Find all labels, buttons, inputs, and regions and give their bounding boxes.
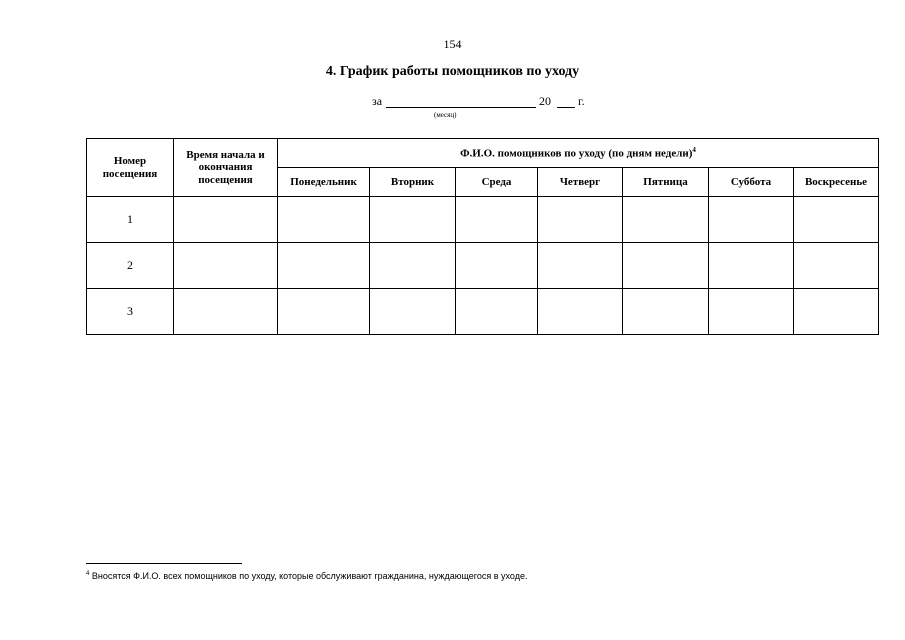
footnote-ref: 4 [692,145,696,154]
table-row [87,197,879,243]
day-cell [370,243,456,289]
header-visit-number: Номер посещения [87,139,174,197]
day-cell [709,197,794,243]
header-day: Пятница [623,168,709,197]
time-cell [174,289,278,335]
header-helpers-text: Ф.И.О. помощников по уходу (по дням недели) [460,147,693,160]
day-cell [623,197,709,243]
row-number: 2 [87,243,174,289]
day-cell [623,243,709,289]
day-cell [456,243,538,289]
day-cell [370,197,456,243]
day-cell [456,289,538,335]
day-cell [623,289,709,335]
header-day: Среда [456,168,538,197]
footnote [86,571,527,581]
time-cell [174,243,278,289]
month-blank [386,107,536,108]
header-day: Воскресенье [794,168,879,197]
page-number: 154 [443,37,462,51]
table-row [87,289,879,335]
table-row [87,243,879,289]
day-cell [538,289,623,335]
day-cell [709,243,794,289]
year-prefix: 20 [539,94,551,108]
page-title: 4. График работы помощников по уходу [325,64,580,79]
day-cell [709,289,794,335]
day-cell [456,197,538,243]
day-cell [278,197,370,243]
day-cell [278,243,370,289]
day-cell [794,243,879,289]
header-day: Четверг [538,168,623,197]
time-cell [174,197,278,243]
day-cell [794,289,879,335]
row-number: 3 [87,289,174,335]
day-cell [370,289,456,335]
year-suffix: г. [578,94,585,108]
header-helpers [278,139,879,168]
footnote-text: Вносятся Ф.И.О. всех помощников по уходу, которые обслуживают гражданина, нуждающегося в уходе. [91,571,528,581]
helpers-schedule-table [86,138,879,335]
header-day: Вторник [370,168,456,197]
header-day: Понедельник [278,168,370,197]
day-cell [278,289,370,335]
footnote-marker: 4 [86,571,90,577]
period-line [372,94,602,124]
day-cell [538,243,623,289]
row-number: 1 [87,197,174,243]
period-prefix: за [372,94,383,108]
day-cell [794,197,879,243]
year-blank [557,107,575,108]
header-visit-time: Время начала и окончания посещения [174,139,278,197]
header-day: Суббота [709,168,794,197]
day-cell [538,197,623,243]
month-hint: (месяц) [434,111,457,119]
footnote-divider [86,563,242,564]
